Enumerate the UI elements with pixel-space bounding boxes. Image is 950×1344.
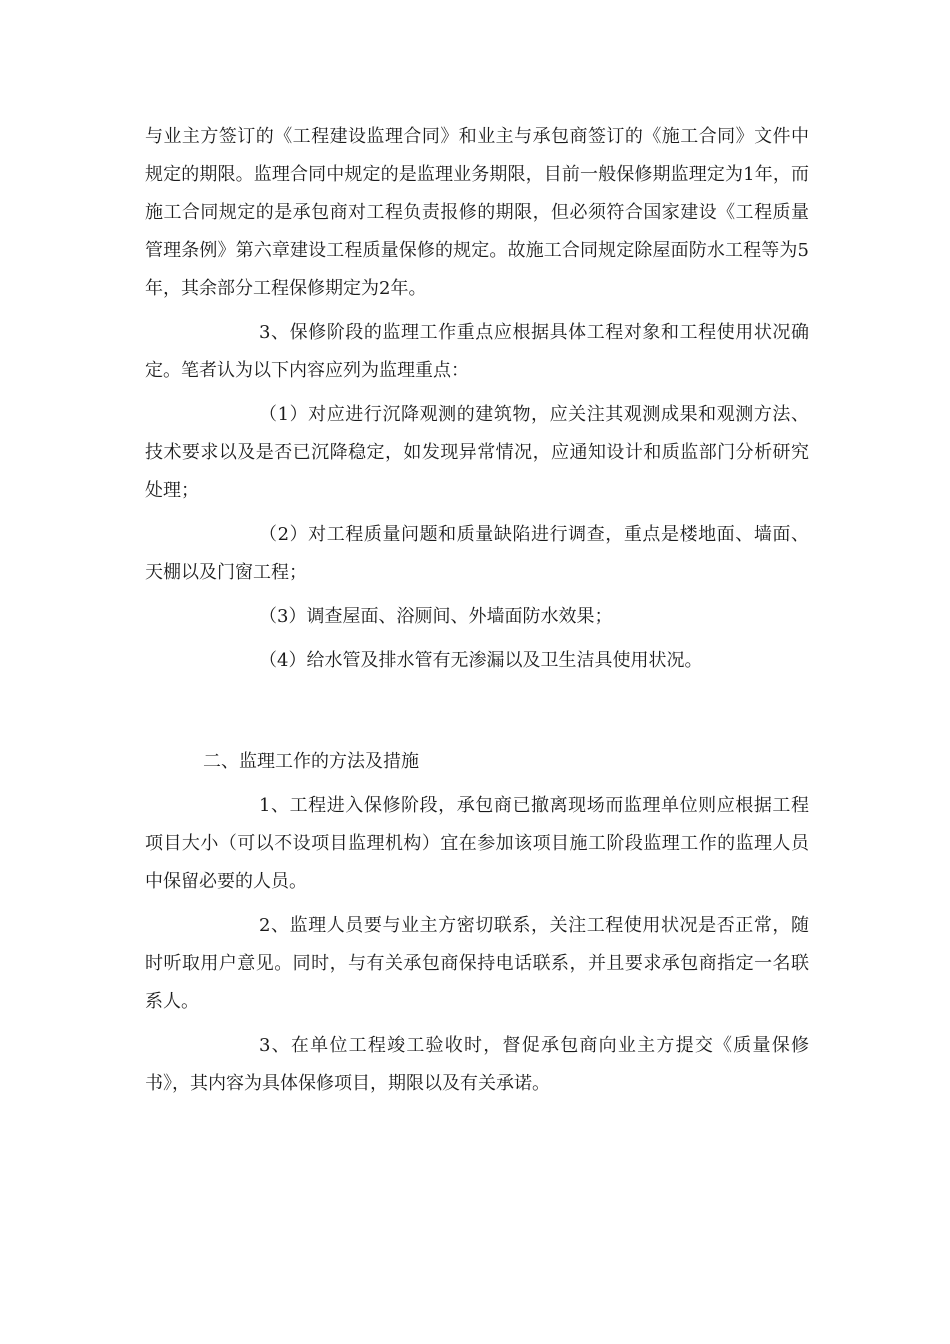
section-heading: 二、监理工作的方法及措施 (203, 751, 419, 772)
paragraph-method-3: 3、在单位工程竣工验收时，督促承包商向业主方提交《质量保修书》，其内容为具体保修项目，期限以及有关承诺。 (145, 1035, 809, 1094)
paragraph-item-1: （1）对应进行沉降观测的建筑物，应关注其观测成果和观测方法、技术要求以及是否已沉降稳定，如发现异常情况，应通知设计和质监部门分析研究处理； (145, 404, 809, 501)
document-body (145, 118, 809, 1109)
paragraph-method-2: 2、监理人员要与业主方密切联系，关注工程使用状况是否正常，随时听取用户意见。同时，与有关承包商保持电话联系，并且要求承包商指定一名联系人。 (145, 915, 809, 1012)
paragraph-warranty-period: 与业主方签订的《工程建设监理合同》和业主与承包商签订的《施工合同》文件中规定的期限。监理合同中规定的是监理业务期限，目前一般保修期监理定为1年，而施工合同规定的是承包商对工程负责报修的期限，但必须符合国家建设《工程质量管理条例》第六章建设工程质量保修的规定。故施工合同规定除屋面防水工程等为5年，其余部分工程保修期定为2年。 (145, 126, 809, 299)
paragraph-key-points-intro: 3、保修阶段的监理工作重点应根据具体工程对象和工程使用状况确定。笔者认为以下内容应列为监理重点： (145, 322, 809, 381)
paragraph-item-3: （3）调查屋面、浴厕间、外墙面防水效果； (259, 606, 613, 627)
paragraph-item-4: （4）给水管及排水管有无渗漏以及卫生洁具使用状况。 (259, 650, 703, 671)
paragraph-item-2: （2）对工程质量问题和质量缺陷进行调查，重点是楼地面、墙面、天棚以及门窗工程； (145, 524, 809, 583)
paragraph-method-1: 1、工程进入保修阶段，承包商已撤离现场而监理单位则应根据工程项目大小（可以不设项目监理机构）宜在参加该项目施工阶段监理工作的监理人员中保留必要的人员。 (145, 795, 809, 892)
